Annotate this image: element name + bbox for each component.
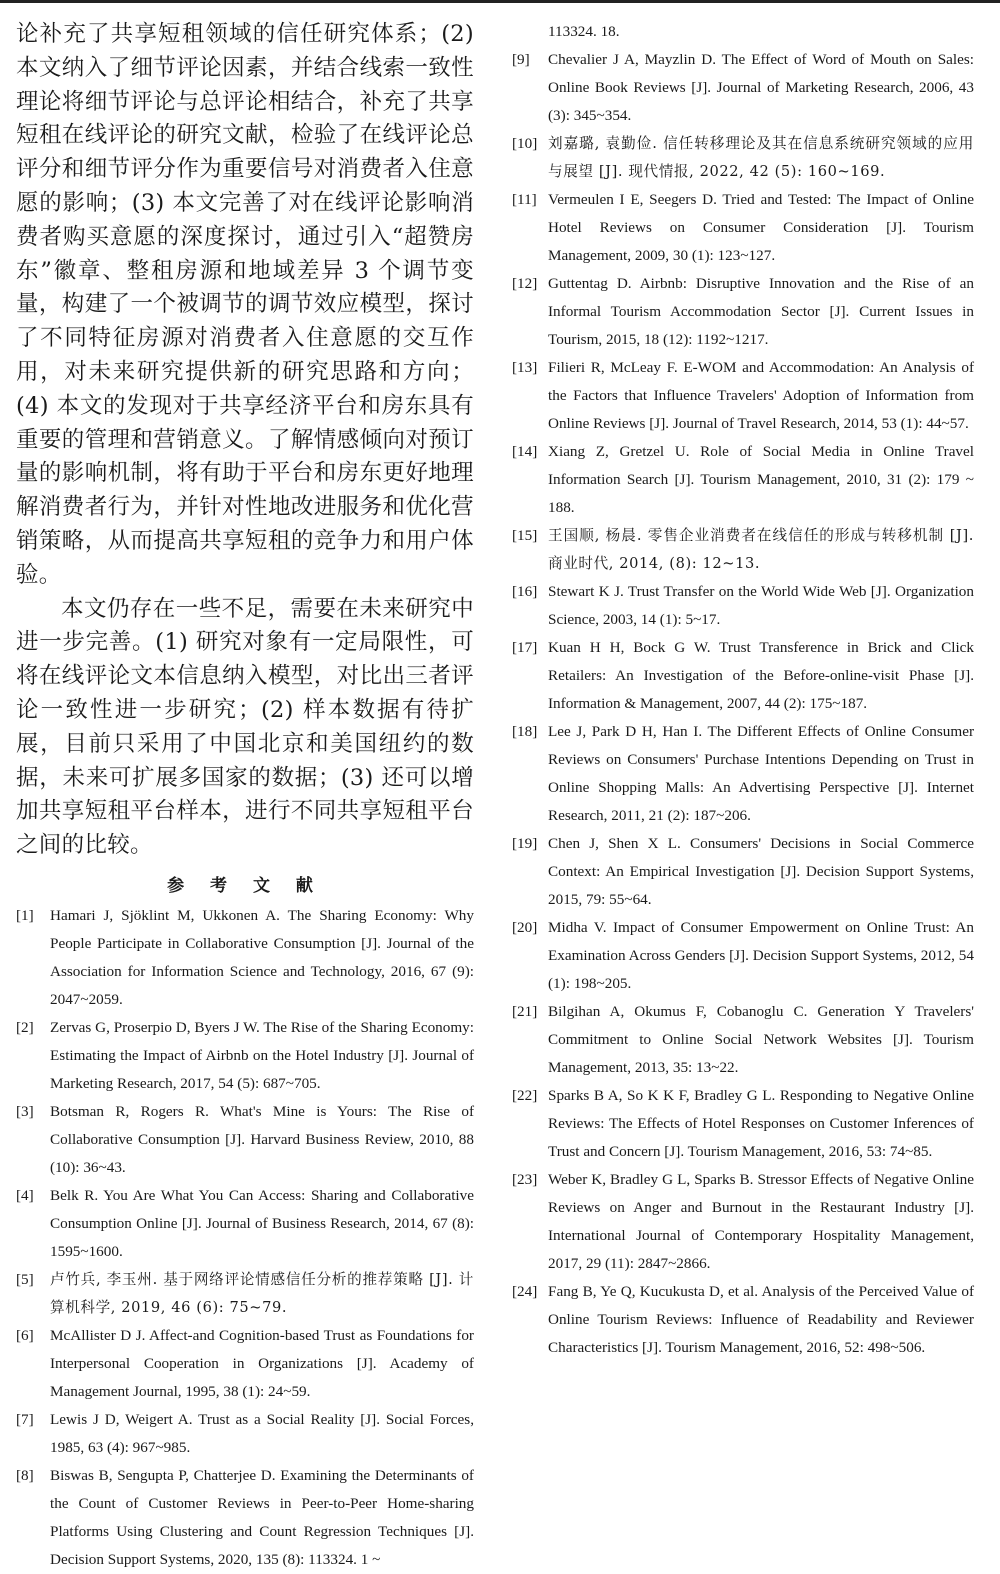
reference-number: [3] xyxy=(16,1102,34,1120)
reference-text: Biswas B, Sengupta P, Chatterjee D. Examining the Determinants of the Count of Customer Reviews in Peer-to-Peer Home-sharing Platforms Using Clustering and Count Regression Techniques [J]. Decision Support Systems, 2020, 135 (8): 113324. 1 ~ xyxy=(50,1466,474,1568)
reference-item xyxy=(512,998,974,1082)
references-list-right xyxy=(512,46,974,1362)
reference-text: Belk R. You Are What You Can Access: Sharing and Collaborative Consumption Online [J]. Journal of Business Research, 2014, 67 (8): 1595~1600. xyxy=(50,1186,474,1260)
reference-number: [1] xyxy=(16,906,34,924)
body-paragraph-1: 论补充了共享短租领域的信任研究体系；(2) 本文纳入了细节评论因素，并结合线索一致性理论将细节评论与总评论相结合，补充了共享短租在线评论的研究文献，检验了在线评论总评分和细节评分作为重要信号对消费者入住意愿的影响；(3) 本文完善了对在线评论影响消费者购买意愿的深度探讨，通过引入“超赞房东”徽章、整租房源和地域差异 3 个调节变量，构建了一个被调节的调节效应模型，探讨了不同特征房源对消费者入住意愿的交互作用，对未来研究提供新的研究思路和方向；(4) 本文的发现对于共享经济平台和房东具有重要的管理和营销意义。了解情感倾向对预订量的影响机制，将有助于平台和房东更好地理解消费者行为，并针对性地改进服务和优化营销策略，从而提高共享短租的竞争力和用户体验。 xyxy=(16,21,474,588)
reference-item xyxy=(512,1166,974,1278)
reference-item xyxy=(16,902,474,1014)
reference-item xyxy=(512,1278,974,1362)
right-column xyxy=(512,18,974,1362)
reference-text: Chen J, Shen X L. Consumers' Decisions in Social Commerce Context: An Empirical Investigation [J]. Decision Support Systems, 2015, 79: 55~64. xyxy=(548,835,974,908)
reference-text: 王国顺, 杨晨. 零售企业消费者在线信任的形成与转移机制 [J]. 商业时代, 2014, (8): 12~13. xyxy=(548,527,974,572)
reference-item xyxy=(512,522,974,578)
reference-number: [19] xyxy=(512,835,538,852)
reference-item xyxy=(16,1014,474,1098)
reference-text: Stewart K J. Trust Transfer on the World Wide Web [J]. Organization Science, 2003, 14 (1): 5~17. xyxy=(548,583,974,628)
reference-text: Guttentag D. Airbnb: Disruptive Innovation and the Rise of an Informal Tourism Accommodation Sector [J]. Current Issues in Tourism, 2015, 18 (12): 1192~1217. xyxy=(548,275,974,348)
reference-number: [11] xyxy=(512,191,537,208)
reference-number: [14] xyxy=(512,443,538,460)
reference-text: Xiang Z, Gretzel U. Role of Social Media in Online Travel Information Search [J]. Tourism Management, 2010, 31 (2): 179 ~ 188. xyxy=(548,443,974,516)
reference-number: [5] xyxy=(16,1270,34,1288)
reference-text: Vermeulen I E, Seegers D. Tried and Tested: The Impact of Online Hotel Reviews on Consumer Consideration [J]. Tourism Management, 2009, 30 (1): 123~127. xyxy=(548,191,974,264)
reference-text: Fang B, Ye Q, Kucukusta D, et al. Analysis of the Perceived Value of Online Tourism Reviews: Influence of Readability and Reviewer Characteristics [J]. Tourism Management, 2016, 52: 498~506. xyxy=(548,1283,974,1356)
reference-number: [7] xyxy=(16,1410,34,1428)
reference-number: [8] xyxy=(16,1466,34,1484)
reference-item xyxy=(16,1266,474,1322)
left-column xyxy=(16,18,474,1574)
reference-item xyxy=(16,1406,474,1462)
references-heading: 参 考 文 献 xyxy=(167,875,323,896)
reference-item xyxy=(16,1098,474,1182)
reference-text: Bilgihan A, Okumus F, Cobanoglu C. Generation Y Travelers' Commitment to Online Social Network Websites [J]. Tourism Management, 2013, 35: 13~22. xyxy=(548,1003,974,1076)
reference-item xyxy=(16,1322,474,1406)
reference-item xyxy=(512,830,974,914)
reference-item xyxy=(512,130,974,186)
reference-number: [17] xyxy=(512,639,538,656)
reference-text: Lewis J D, Weigert A. Trust as a Social Reality [J]. Social Forces, 1985, 63 (4): 967~985. xyxy=(50,1410,474,1456)
top-rule xyxy=(0,0,1000,3)
reference-number: [10] xyxy=(512,135,538,152)
reference-number: [22] xyxy=(512,1087,538,1104)
reference-number: [23] xyxy=(512,1171,538,1188)
reference-number: [24] xyxy=(512,1283,538,1300)
reference-text: Zervas G, Proserpio D, Byers J W. The Rise of the Sharing Economy: Estimating the Impact of Airbnb on the Hotel Industry [J]. Journal of Marketing Research, 2017, 54 (5): 687~705. xyxy=(50,1018,474,1092)
reference-text: Chevalier J A, Mayzlin D. The Effect of Word of Mouth on Sales: Online Book Reviews [J]. Journal of Marketing Research, 2006, 43 (3): 345~354. xyxy=(548,51,974,124)
reference-item xyxy=(512,186,974,270)
reference-text: Sparks B A, So K K F, Bradley G L. Responding to Negative Online Reviews: The Effects of Hotel Responses on Customer Inferences of Trust and Concern [J]. Tourism Management, 2016, 53: 74~85. xyxy=(548,1087,974,1160)
reference-item xyxy=(512,438,974,522)
reference-text: Lee J, Park D H, Han I. The Different Effects of Online Consumer Reviews on Consumers' Purchase Intentions Depending on Trust in Online Shopping Malls: An Advertising Perspective [J]. Internet Research, 2011, 21 (2): 187~206. xyxy=(548,723,974,824)
body-paragraph-2: 本文仍存在一些不足，需要在未来研究中进一步完善。(1) 研究对象有一定局限性，可将在线评论文本信息纳入模型，对比出三者评论一致性进一步研究；(2) 样本数据有待扩展，目前只采用了中国北京和美国纽约的数据，未来可扩展多国家的数据；(3) 还可以增加共享短租平台样本，进行不同共享短租平台之间的比较。 xyxy=(16,595,474,859)
reference-number: [13] xyxy=(512,359,538,376)
reference-text: Kuan H H, Bock G W. Trust Transference in Brick and Click Retailers: An Investigation of the Before-online-visit Phase [J]. Information & Management, 2007, 44 (2): 175~187. xyxy=(548,639,974,712)
reference-text: Filieri R, McLeay F. E-WOM and Accommodation: An Analysis of the Factors that Influence Travelers' Adoption of Information from Online Reviews [J]. Journal of Travel Research, 2014, 53 (1): 44~57. xyxy=(548,359,974,432)
reference-item xyxy=(512,634,974,718)
reference-number: [2] xyxy=(16,1018,34,1036)
reference-item xyxy=(512,718,974,830)
reference-item xyxy=(512,354,974,438)
reference-number: [21] xyxy=(512,1003,538,1020)
reference-text: Weber K, Bradley G L, Sparks B. Stressor Effects of Negative Online Reviews on Anger and Burnout in the Restaurant Industry [J]. International Journal of Contemporary Hospitality Management, 2017, 29 (11): 2847~2866. xyxy=(548,1171,974,1272)
reference-text: 卢竹兵, 李玉州. 基于网络评论情感信任分析的推荐策略 [J]. 计算机科学, 2019, 46 (6): 75~79. xyxy=(50,1270,474,1316)
reference-item xyxy=(16,1182,474,1266)
reference-number: [9] xyxy=(512,51,530,68)
reference-item xyxy=(512,270,974,354)
reference-item xyxy=(512,578,974,634)
reference-number: [4] xyxy=(16,1186,34,1204)
reference-item xyxy=(512,46,974,130)
reference-text: Botsman R, Rogers R. What's Mine is Yours: The Rise of Collaborative Consumption [J]. Harvard Business Review, 2010, 88 (10): 36~43. xyxy=(50,1102,474,1176)
reference-item xyxy=(512,1082,974,1166)
reference-number: [16] xyxy=(512,583,538,600)
references-list-left xyxy=(16,902,474,1574)
reference-number: [6] xyxy=(16,1326,34,1344)
reference-number: [12] xyxy=(512,275,538,292)
reference-text: Midha V. Impact of Consumer Empowerment on Online Trust: An Examination Across Genders [J]. Decision Support Systems, 2012, 54 (1): 198~205. xyxy=(548,919,974,992)
reference-number: [18] xyxy=(512,723,538,740)
reference-number: [20] xyxy=(512,919,538,936)
reference-text: 刘嘉璐, 袁勤俭. 信任转移理论及其在信息系统研究领域的应用与展望 [J]. 现代情报, 2022, 42 (5): 160~169. xyxy=(548,135,974,180)
reference-item xyxy=(512,914,974,998)
reference-number: [15] xyxy=(512,527,538,544)
reference-text: Hamari J, Sjöklint M, Ukkonen A. The Sharing Economy: Why People Participate in Collaborative Consumption [J]. Journal of the Association for Information Science and Technology, 2016, 67 (9): 2047~2059. xyxy=(50,906,474,1008)
reference-continuation: 113324. 18. xyxy=(548,23,620,40)
reference-text: McAllister D J. Affect-and Cognition-based Trust as Foundations for Interpersonal Cooperation in Organizations [J]. Academy of Management Journal, 1995, 38 (1): 24~59. xyxy=(50,1326,474,1400)
reference-item xyxy=(16,1462,474,1574)
